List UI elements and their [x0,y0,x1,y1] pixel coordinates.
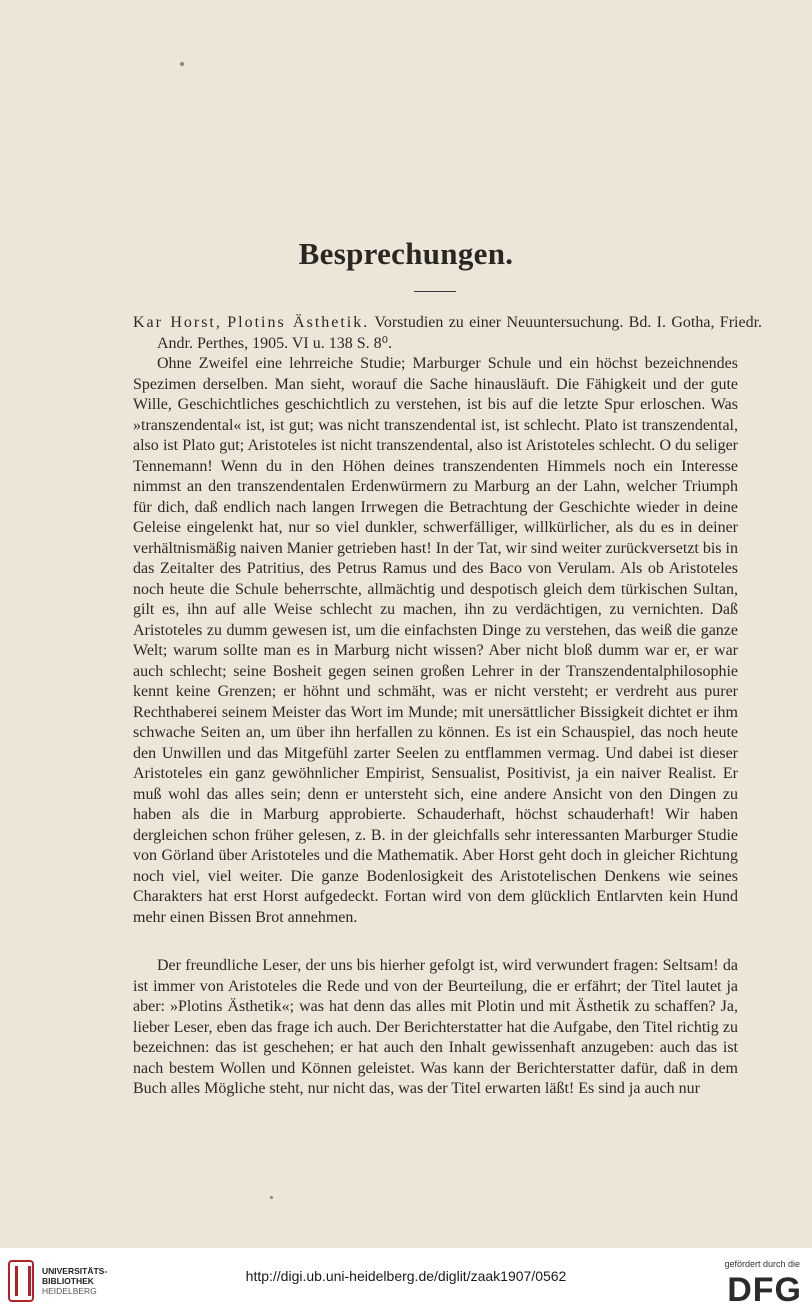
funder-label: gefördert durch die [724,1259,800,1269]
heading-divider [414,291,456,292]
paper-speck [270,1196,273,1199]
page-heading: Besprechungen. [298,236,514,271]
body-paragraph-2: Der freundliche Leser, der uns bis hierher gefolgt ist, wird verwundert fragen: Seltsam! da ist immer von Aristoteles die Rede und von der Beurteilung, die er erfährt; der Titel lautet ja aber: »Plotins Ästhetik«; was hat denn das alles mit Plotin und mit Ästhetik zu schaffen? Ja, lieber Leser, eben das frage ich auch. Der Berichterstatter hat die Aufgabe, den Titel richtig zu bezeichnen: das ist geschehen; er hat auch den Inhalt gewissenhaft anzugeben: auch das ist nach bestem Wollen und Können geleistet. Was kann der Berichterstatter dafür, daß in dem Buch alles Mögliche steht, nur nicht das, was der Titel erwarten läßt! Es sind ja auch nur [133,957,738,1097]
review-book-title: Plotins Ästhetik. [227,314,370,331]
permalink-url[interactable]: http://digi.ub.uni-heidelberg.de/diglit/zaak1907/0562 [245,1268,567,1284]
paper-speck [180,62,184,66]
review-subtitle: Vorstudien zu einer Neuuntersuchung. Bd. I. [374,314,667,331]
body-paragraph-1: Ohne Zweifel eine lehrreiche Studie; Marburger Schule und ein höchst bezeichnendes Spezimen derselben. Man sieht, worauf die Sache hinausläuft. Die Fähigkeit und der gute Wille, Geschichtliches geschichtlich zu verstehen, ist bis auf die letzte Spur erloschen. Was »transzendental« ist, ist gut; was nicht transzendental ist, ist schlecht. Plato ist transzendental, also ist Plato gut; Aristoteles ist nicht transzendental, also ist Aristoteles schlecht. O du seliger Tennemann! Wenn du in den Höhen deines transzendenten Himmels noch ein Interesse nimmst an den transzendentalen Erdenwürmern zu Marburg an der Lahn, welcher Triumph für dich, daß endlich nach langen Irrwegen die Betrachtung der Geschichte wieder in deine Geleise eingelenkt hat, nur so viel dunkler, schwerfälliger, willkürlicher, als du es in deiner verhältnismäßig naiven Manier getrieben hast! In der Tat, wir sind weiter zurückversetzt bis in das Zeitalter des Patritius, des Petrus Ramus und des Baco von Verulam. Als ob Aristoteles noch heute die Schule beherrschte, allmächtig und despotisch gleich dem türkischen Sultan, gilt es, ihn auf alle Weise schlecht zu machen, ihn zu verdächtigen, zu vernichten. Daß Aristoteles zu dumm gewesen ist, um die einfachsten Dinge zu verstehen, das weiß die ganze Welt; warum sollte man es in Marburg nicht wissen? Aber nicht bloß dumm war er, er war auch schlecht; seine Bosheit gegen seinen großen Lehrer in der Transzendentalphilosophie kennt keine Grenzen; er höhnt und schmäht, was er nicht versteht; er verdreht aus purer Rechthaberei seinem Meister das Wort im Munde; mit unersättlicher Bissigkeit dichtet er ihm schwache Seiten an, um über ihn herfallen zu können. Es ist ein Schauspiel, das noch heute den Unwillen und das Mitgefühl zarter Seelen zu entflammen vermag. Und dabei ist dieser Aristoteles ein ganz gewöhnlicher Empirist, Sensualist, Positivist, ja ein naiver Realist. Er muß wohl das alles sein; denn er untersteht sich, eine andere Ansicht von den Dingen zu haben als die in Marburg approbierte. Schauderhaft, höchst schauderhaft! Wir haben dergleichen schon früher gelesen, z. B. in der gleichfalls sehr interessanten Marburger Studie von Görland über Aristoteles und die Mathematik. Aber Horst geht doch in gleicher Richtung noch viel, viel weiter. Die ganze Bodenlosigkeit des Aristotelischen Denkens wie seines Charakters hat erst Horst aufgedeckt. Fortan wird von dem glücklich Entlarvten kein Hund mehr einen Bissen Brot annehmen. [133,355,738,926]
library-name-line2: BIBLIOTHEK [42,1276,94,1286]
library-name-line1: UNIVERSITÄTS- [42,1266,108,1276]
review-author: Kar Horst, [133,314,222,331]
review-reference [133,313,762,354]
library-name-line3: HEIDELBERG [42,1286,97,1296]
review-publication: Gotha, Friedr. Andr. Perthes, 1905. VI u. 138 S. 8⁰. [157,314,763,352]
dfg-logo: DFG [727,1271,802,1309]
